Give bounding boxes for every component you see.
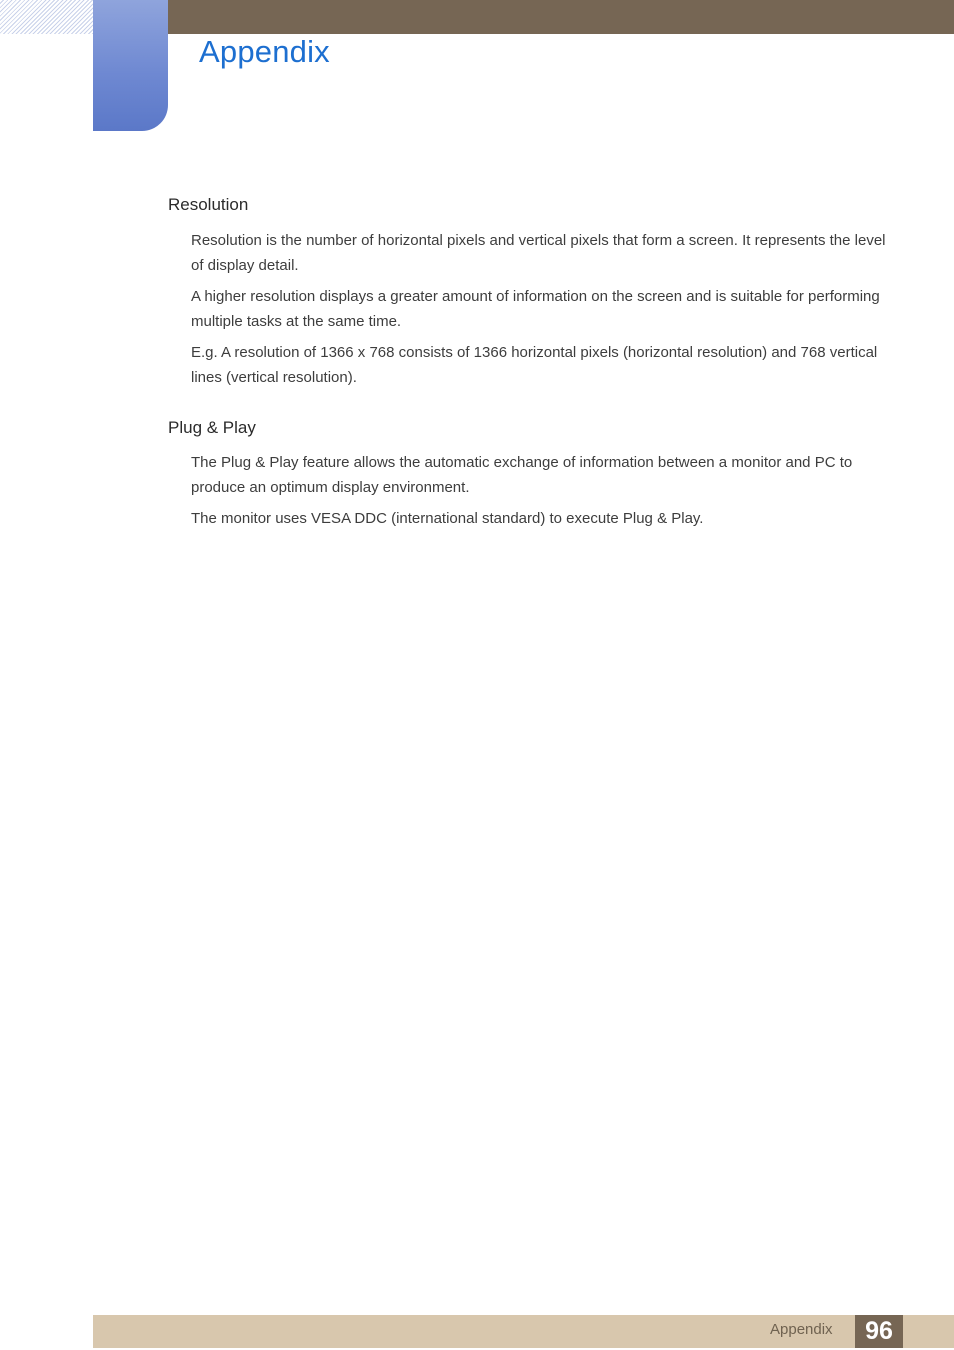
page-title: Appendix [199, 34, 330, 69]
plug-and-play-paragraph-1: The Plug & Play feature allows the automatic exchange of information between a monitor and PC to produce an optimum display environment. [191, 454, 853, 496]
plug-and-play-paragraph-2: The monitor uses VESA DDC (international standard) to execute Plug & Play. [191, 510, 704, 527]
chapter-tab [93, 0, 168, 131]
section-heading-plug-and-play: Plug & Play [168, 418, 256, 437]
page-number: 96 [855, 1315, 903, 1348]
header-bar [168, 0, 954, 34]
resolution-paragraph-1: Resolution is the number of horizontal pixels and vertical pixels that form a screen. It represents the level of display detail. [191, 232, 886, 274]
resolution-paragraph-2: A higher resolution displays a greater amount of information on the screen and is suitable for performing multiple tasks at the same time. [191, 288, 880, 330]
resolution-paragraph-3: E.g. A resolution of 1366 x 768 consists of 1366 horizontal pixels (horizontal resolution) and 768 vertical lines (vertical resolution). [191, 344, 878, 386]
section-heading-resolution: Resolution [168, 195, 249, 214]
footer-section-label: Appendix [770, 1321, 833, 1338]
decorative-hatch [0, 0, 93, 34]
